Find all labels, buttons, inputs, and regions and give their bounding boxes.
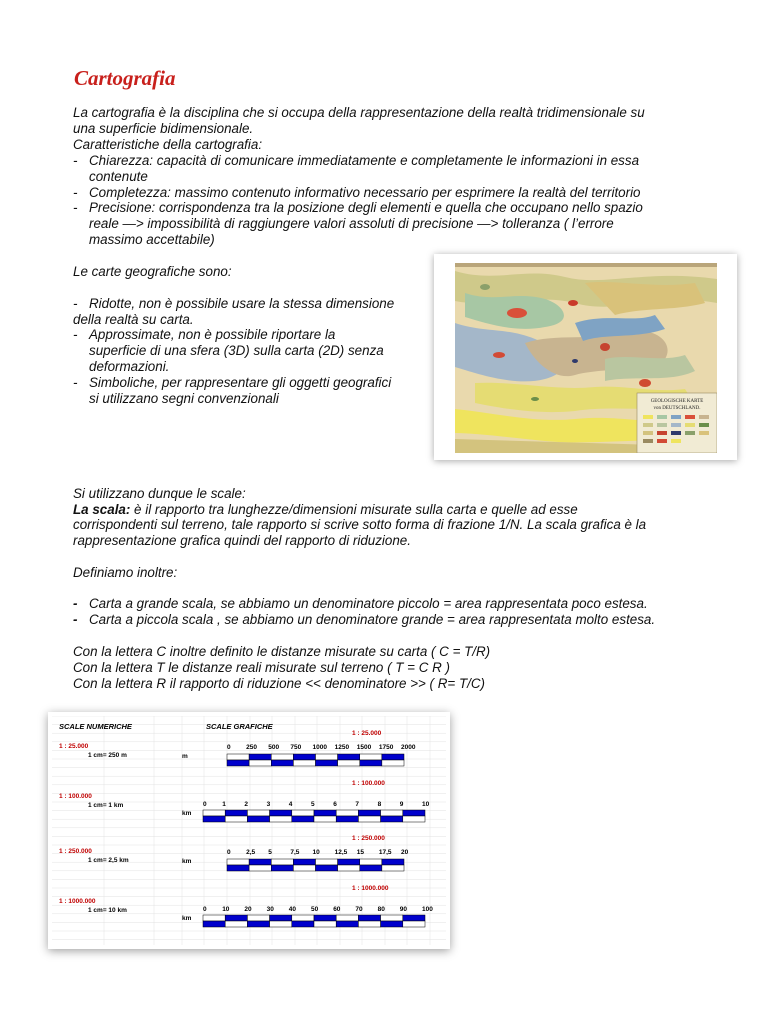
characteristic-precisione-line-3: massimo accettabile) [89, 232, 215, 247]
scale-tick-label: 1250 [334, 744, 350, 751]
scale-unit: km [182, 858, 192, 865]
scale-bar-segment [360, 754, 382, 760]
scale-unit: m [182, 753, 188, 760]
scale-bar-segment [336, 915, 358, 921]
small-scale-item: Carta a piccola scala , se abbiamo un denominatore grande = area rappresentata molto estesa. [89, 612, 656, 627]
scale-bar-segment [247, 921, 269, 927]
scale-tick-label: 20 [244, 906, 252, 913]
scale-tick-label: 7 [355, 801, 360, 808]
scale-definition-line-2: corrispondenti sul terreno, tale rapporto si scrive sotto forma di frazione 1/N. La scala grafica è la [73, 517, 647, 532]
scale-table-image [48, 712, 450, 949]
letter-c-definition: Con la lettera C inoltre definito le distanze misurate su carta ( C = T/R) [73, 644, 491, 659]
intro-line-2: una superficie bidimensionale. [73, 121, 254, 136]
scale-bar-segment [225, 810, 247, 816]
scale-tag: 1 : 250.000 [352, 835, 385, 842]
scale-bar-segment [270, 915, 292, 921]
scale-equivalence: 1 cm= 10 km [88, 907, 127, 914]
scale-bar-segment [249, 754, 271, 760]
scale-tick-label: 2 [244, 801, 249, 808]
map-item-approssimate-line-2: superficie di una sfera (3D) sulla carta (2D) senza [89, 343, 384, 358]
scale-bar-segment [292, 921, 314, 927]
scale-tick-label: 1500 [356, 744, 372, 751]
maps-heading: Le carte geografiche sono: [73, 264, 232, 279]
scale-tick-label: 1 [222, 801, 226, 808]
scale-definition-line-1 [73, 502, 578, 518]
scale-bar-segment [360, 865, 382, 871]
scale-bar-segment [316, 859, 338, 865]
scale-bar-segment [203, 810, 225, 816]
scale-tick-label: 1750 [378, 744, 394, 751]
scale-bar-segment [225, 816, 247, 822]
scale-bar-segment [316, 754, 338, 760]
scale-tick-label: 3 [266, 801, 271, 808]
scale-equivalence: 1 cm= 1 km [88, 802, 124, 809]
scales-intro: Si utilizzano dunque le scale: [73, 486, 246, 501]
scale-tick-label: 15 [356, 849, 364, 856]
scale-bar-segment [338, 754, 360, 760]
characteristics-heading: Caratteristiche della cartografia: [73, 137, 263, 152]
scale-bar-segment [358, 816, 380, 822]
scale-definition-text: è il rapporto tra lunghezze/dimensioni misurate sulla carta e quelle ad esse [130, 502, 578, 517]
scale-tick-label: 7,5 [290, 849, 300, 856]
scale-bar-segment [271, 760, 293, 766]
map-item-simboliche-line-2: si utilizzano segni convenzionali [89, 391, 279, 406]
scale-tick-label: 17,5 [378, 849, 392, 856]
bullet-dash: - [73, 596, 78, 611]
scale-unit: km [182, 915, 192, 922]
scale-bar-segment [292, 915, 314, 921]
scale-bar-segment [314, 816, 336, 822]
header-scale-grafiche: SCALE GRAFICHE [206, 722, 273, 731]
scale-tick-label: 4 [288, 801, 293, 808]
scale-bar-segment [358, 915, 380, 921]
large-scale-item: Carta a grande scala, se abbiamo un denominatore piccolo = area rappresentata poco estesa. [89, 596, 648, 611]
scale-bar-segment [338, 760, 360, 766]
scale-tick-label: 750 [290, 744, 302, 751]
scale-bar-segment [270, 816, 292, 822]
scale-bar-segment [314, 915, 336, 921]
scale-tick-label: 30 [266, 906, 274, 913]
map-item-ridotte-line-1: Ridotte, non è possibile usare la stessa dimensione [89, 296, 395, 311]
scale-tick-label: 10 [312, 849, 320, 856]
scale-tick-label: 8 [377, 801, 382, 808]
map-item-ridotte-line-2: della realtà su carta. [73, 312, 194, 327]
bullet-dash: - [73, 200, 78, 215]
scale-bar-segment [270, 810, 292, 816]
scale-bar-segment [271, 859, 293, 865]
scale-bar-segment [358, 921, 380, 927]
scale-tick-label: 0 [227, 849, 231, 856]
scale-bar-segment [203, 921, 225, 927]
page-title: Cartografia [74, 66, 176, 90]
scale-tick-label: 1000 [312, 744, 327, 751]
characteristic-precisione-line-2: reale —> impossibilità di raggiungere valori assoluti di precisione —> tolleranza ( l’errore [89, 216, 614, 231]
scale-tick-label: 90 [399, 906, 408, 913]
scale-bar-segment [382, 754, 404, 760]
scale-bar-segment [203, 915, 225, 921]
scale-bar-segment [338, 859, 360, 865]
scale-tick-label: 0 [203, 801, 207, 808]
scale-tick-label: 2,5 [246, 849, 256, 856]
bullet-dash: - [73, 185, 78, 200]
scale-bar-segment [336, 810, 358, 816]
scale-tick-label: 5 [311, 801, 315, 808]
scale-bar-segment [360, 760, 382, 766]
scale-tick-label: 6 [333, 801, 337, 808]
scale-tag: 1 : 25.000 [352, 730, 382, 737]
scale-tick-label: 50 [311, 906, 319, 913]
scale-bar-segment [314, 921, 336, 927]
scale-bar-segment [293, 859, 315, 865]
scale-bar-segment [403, 810, 425, 816]
map-item-approssimate-line-3: deformazioni. [89, 359, 170, 374]
scale-bar-segment [403, 921, 425, 927]
characteristic-chiarezza-line-2: contenute [89, 169, 148, 184]
geological-map-image [434, 254, 737, 460]
scale-tag: 1 : 1000.000 [352, 885, 389, 892]
scale-unit: km [182, 810, 192, 817]
scale-bar-segment [293, 865, 315, 871]
scale-tick-label: 40 [288, 906, 297, 913]
scale-bar-segment [227, 859, 249, 865]
scale-equivalence: 1 cm= 250 m [88, 752, 127, 759]
map-item-approssimate-line-1: Approssimate, non è possibile riportare la [89, 327, 336, 342]
scale-bar-segment [382, 760, 404, 766]
scale-bar-segment [293, 754, 315, 760]
scale-bar-segment [292, 810, 314, 816]
scale-tick-label: 10 [222, 906, 230, 913]
scale-ratio: 1 : 100.000 [59, 793, 92, 800]
scale-tick-label: 2000 [401, 744, 416, 751]
scale-tick-label: 60 [333, 906, 341, 913]
scale-tick-label: 20 [401, 849, 409, 856]
scale-bar-segment [382, 865, 404, 871]
scale-bar-segment [403, 816, 425, 822]
scale-bar-segment [336, 816, 358, 822]
scale-bar-segment [249, 865, 271, 871]
scale-bar-segment [247, 915, 269, 921]
scale-tick-label: 100 [422, 906, 433, 913]
scale-bar-segment [358, 810, 380, 816]
scale-bar-segment [381, 921, 403, 927]
letter-t-definition: Con la lettera T le distanze reali misurate sul terreno ( T = C R ) [73, 660, 450, 675]
bullet-dash: - [73, 612, 78, 627]
scale-bar-segment [227, 865, 249, 871]
scale-bar-segment [227, 760, 249, 766]
scale-bar-segment [225, 915, 247, 921]
scale-bar-segment [249, 859, 271, 865]
map-item-simboliche-line-1: Simboliche, per rappresentare gli oggetti geografici [89, 375, 392, 390]
scale-bar-segment [203, 816, 225, 822]
scale-ratio: 1 : 1000.000 [59, 898, 96, 905]
scale-bar-segment [381, 915, 403, 921]
letter-r-definition: Con la lettera R il rapporto di riduzione << denominatore >> ( R= T/C) [73, 676, 485, 691]
scale-tick-label: 0 [203, 906, 207, 913]
scale-ratio: 1 : 25.000 [59, 743, 89, 750]
scale-bar-segment [336, 921, 358, 927]
define-heading: Definiamo inoltre: [73, 565, 178, 580]
scale-bar-segment [249, 760, 271, 766]
bullet-dash: - [73, 327, 78, 342]
characteristic-completezza-line-1: Completezza: massimo contenuto informativo necessario per esprimere la realtà del territorio [89, 185, 641, 200]
scale-equivalence: 1 cm= 2,5 km [88, 857, 129, 864]
scale-bar-segment [227, 754, 249, 760]
scale-bar-segment [225, 921, 247, 927]
scale-bar-segment [270, 921, 292, 927]
scale-bar-segment [360, 859, 382, 865]
scale-bar-segment [316, 760, 338, 766]
map-legend-subtitle: von DEUTSCHLAND. [653, 406, 701, 411]
scale-tick-label: 0 [227, 744, 231, 751]
scale-tick-label: 12,5 [334, 849, 348, 856]
scale-tick-label: 80 [377, 906, 385, 913]
scale-bar-segment [292, 816, 314, 822]
map-illustration [455, 263, 717, 453]
characteristic-precisione-line-1: Precisione: corrispondenza tra la posizione degli elementi e quella che occupano nello spazio [89, 200, 643, 215]
bullet-dash: - [73, 296, 78, 311]
header-scale-numeriche: SCALE NUMERICHE [59, 722, 132, 731]
scale-bar-segment [382, 859, 404, 865]
scale-ratio: 1 : 250.000 [59, 848, 92, 855]
map-legend-title: GEOLOGISCHE KARTE [650, 399, 704, 404]
scale-bar-segment [403, 915, 425, 921]
scale-bar-segment [247, 810, 269, 816]
scale-bar-segment [271, 865, 293, 871]
intro-line-1: La cartografia è la disciplina che si occupa della rappresentazione della realtà tridimensionale su [73, 105, 645, 120]
scale-bar-segment [271, 754, 293, 760]
bullet-dash: - [73, 375, 78, 390]
scale-tick-label: 5 [268, 849, 272, 856]
scale-bar-segment [247, 816, 269, 822]
scale-bar-segment [314, 810, 336, 816]
scale-bar-segment [381, 810, 403, 816]
scale-bar-segment [316, 865, 338, 871]
scale-bar-segment [381, 816, 403, 822]
scale-tick-label: 10 [422, 801, 430, 808]
scale-tag: 1 : 100.000 [352, 780, 385, 787]
bullet-dash: - [73, 153, 78, 168]
scale-definition-line-3: rappresentazione grafica quindi del rapporto di riduzione. [73, 533, 411, 548]
scale-term: La scala: [73, 502, 131, 517]
scale-table [52, 716, 446, 945]
scale-tick-label: 500 [268, 744, 280, 751]
scale-bar-segment [293, 760, 315, 766]
scale-tick-label: 70 [355, 906, 363, 913]
scale-tick-label: 9 [399, 801, 404, 808]
scale-tick-label: 250 [246, 744, 257, 751]
scale-bar-segment [338, 865, 360, 871]
characteristic-chiarezza-line-1: Chiarezza: capacità di comunicare immediatamente e completamente le informazioni in essa [89, 153, 640, 168]
